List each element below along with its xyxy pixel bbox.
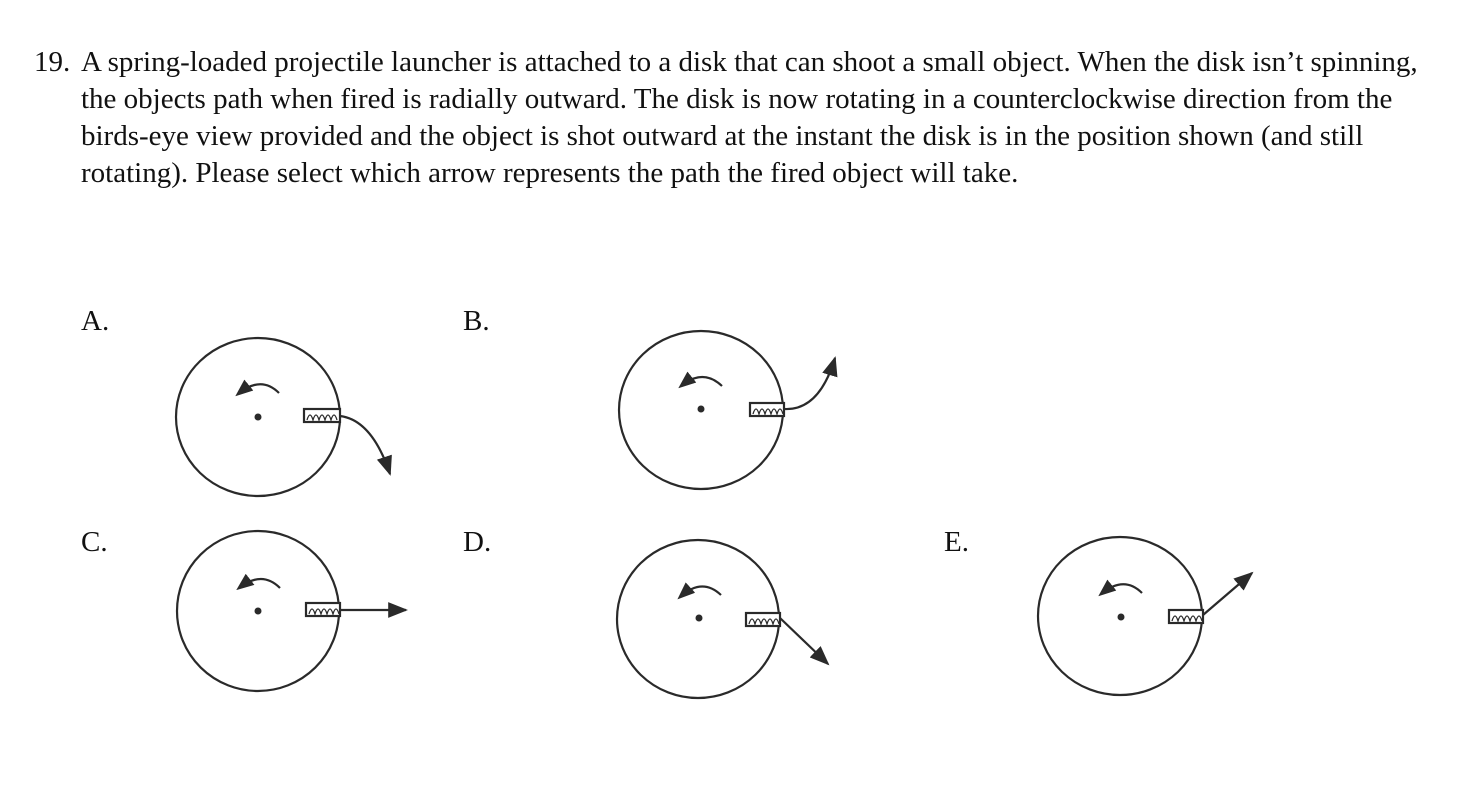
disk-diagram-b[interactable] xyxy=(619,331,835,489)
disk-diagram-a[interactable] xyxy=(176,338,390,496)
disk-center-a xyxy=(255,414,262,421)
disk-diagram-e[interactable] xyxy=(1038,537,1252,695)
launcher-e xyxy=(1169,610,1203,623)
path-arrow-d xyxy=(780,618,828,664)
path-arrow-a xyxy=(340,416,390,474)
question-number: 19. xyxy=(34,46,71,78)
rotation-arrow-b xyxy=(681,377,722,386)
disk-center-b xyxy=(698,406,705,413)
disk-center-d xyxy=(696,615,703,622)
choice-label-b[interactable]: B. xyxy=(463,305,490,337)
launcher-c xyxy=(306,603,340,616)
rotation-arrow-a xyxy=(238,384,279,394)
choice-label-c[interactable]: C. xyxy=(81,526,108,558)
question-text: A spring-loaded projectile launcher is attached to a disk that can shoot a small object. When the disk isn’t spinning, the objects path when fired is radially outward. The disk is now rotating in a counterclockwise direction from the birds-eye view provided and the object is shot outward at the instant the disk is in the position shown (and still rotating). Please select which arrow represents the path the fired object will take. xyxy=(81,46,1418,189)
disk-center-e xyxy=(1118,614,1125,621)
launcher-a xyxy=(304,409,340,422)
launcher-d xyxy=(746,613,780,626)
disk-diagram-c[interactable] xyxy=(177,531,406,691)
choice-label-a[interactable]: A. xyxy=(81,305,110,337)
disk-diagram-d[interactable] xyxy=(617,540,828,698)
launcher-b xyxy=(750,403,784,416)
choice-label-d[interactable]: D. xyxy=(463,526,492,558)
disk-center-c xyxy=(255,608,262,615)
rotation-arrow-c xyxy=(239,579,280,588)
path-arrow-b xyxy=(784,358,835,409)
rotation-arrow-d xyxy=(680,586,721,597)
path-arrow-e xyxy=(1203,573,1252,615)
choice-label-e[interactable]: E. xyxy=(944,526,969,558)
rotation-arrow-e xyxy=(1101,584,1142,594)
